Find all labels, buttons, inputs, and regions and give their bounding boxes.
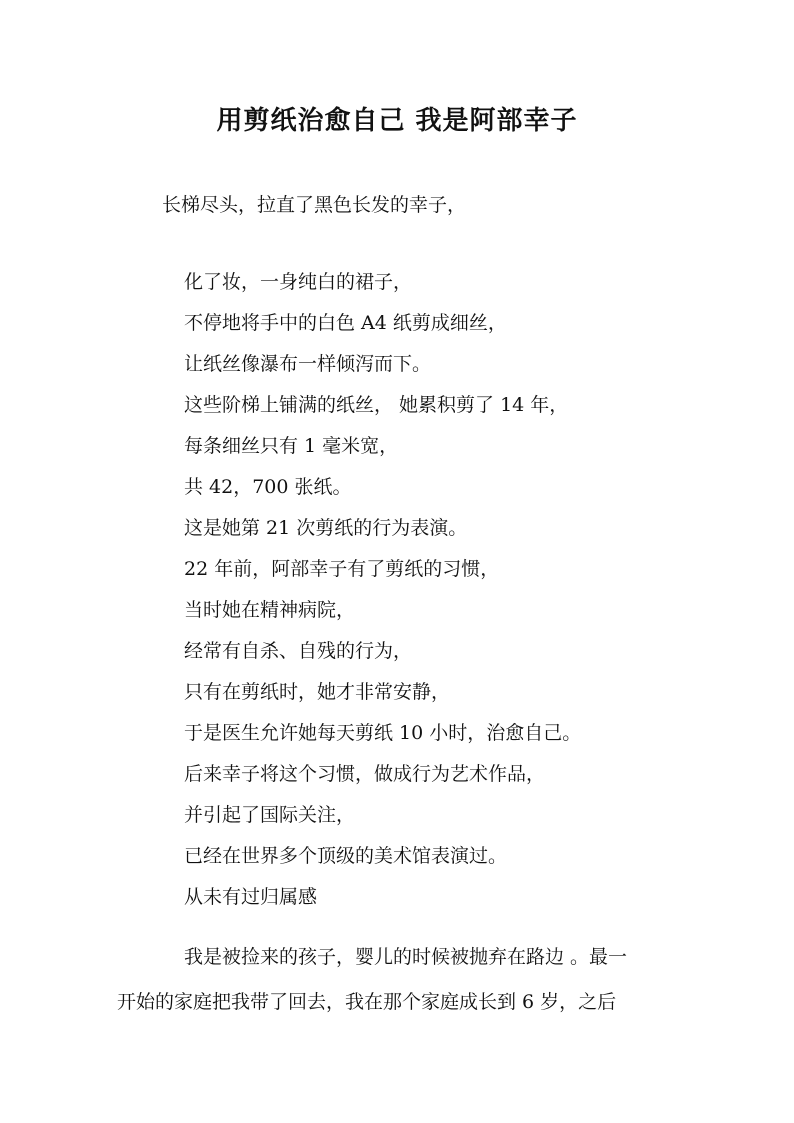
text-line: 化了妆，一身纯白的裙子，: [184, 271, 413, 293]
paragraph-line: 我是被捡来的孩子，婴儿的时候被抛弃在路边 。最一: [184, 946, 628, 968]
text-line: 这是她第 21 次剪纸的行为表演。: [184, 517, 468, 539]
document-title: 用剪纸治愈自己 我是阿部幸子: [216, 106, 578, 136]
section-heading: 从未有过归属感: [184, 886, 318, 908]
text-line: 于是医生允许她每天剪纸 10 小时，治愈自己。: [184, 722, 582, 744]
poem-lines: [184, 270, 581, 926]
text-line: 后来幸子将这个习惯，做成行为艺术作品，: [184, 763, 546, 785]
text-line: 不停地将手中的白色 A4 纸剪成细丝，: [184, 312, 507, 334]
text-line: 这些阶梯上铺满的纸丝， 她累积剪了 14 年，: [184, 394, 569, 416]
text-line: 每条细丝只有 1 毫米宽，: [184, 435, 399, 457]
text-line: 经常有自杀、自残的行为，: [184, 640, 413, 662]
text-line: 22 年前，阿部幸子有了剪纸的习惯，: [184, 558, 500, 580]
paragraph-line: 开始的家庭把我带了回去，我在那个家庭成长到 6 岁，之后: [117, 991, 617, 1013]
body-paragraph: [117, 935, 677, 1025]
text-line: 共 42，700 张纸。: [184, 476, 352, 498]
text-line: 已经在世界多个顶级的美术馆表演过。: [184, 845, 508, 867]
text-line: 当时她在精神病院，: [184, 599, 356, 621]
text-line: 让纸丝像瀑布一样倾泻而下。: [184, 353, 432, 375]
text-line: 只有在剪纸时，她才非常安静，: [184, 681, 451, 703]
intro-line: 长梯尽头，拉直了黑色长发的幸子，: [162, 194, 467, 216]
text-line: 并引起了国际关注，: [184, 804, 356, 826]
